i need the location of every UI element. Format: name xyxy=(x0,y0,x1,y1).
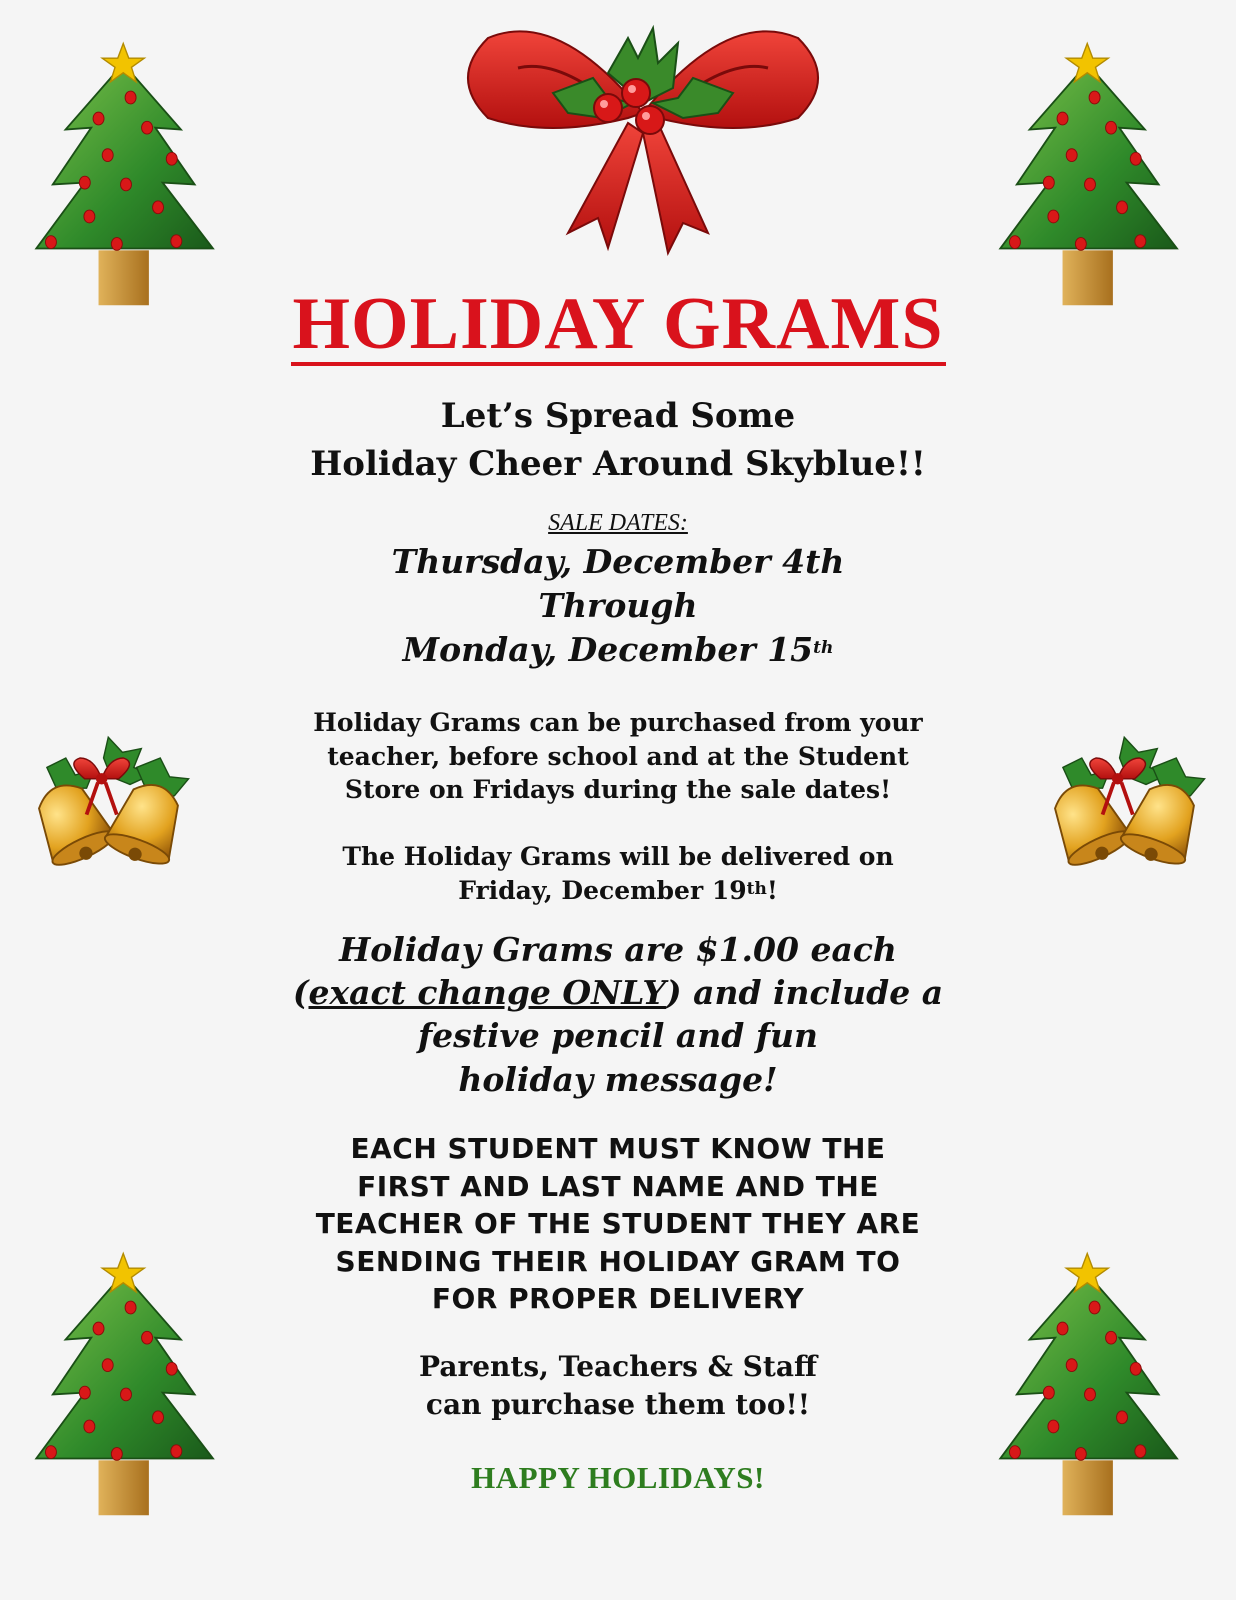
sale-date-connector: Through xyxy=(538,586,698,625)
christmas-tree-icon xyxy=(990,38,1190,308)
subtitle-line-1: Let’s Spread Some xyxy=(440,396,796,436)
purchase-info-line-1: Holiday Grams can be purchased from your xyxy=(313,708,923,737)
requirement-line-3: TEACHER OF THE STUDENT THEY ARE xyxy=(315,1207,921,1240)
exact-change-note: exact change ONLY xyxy=(308,973,666,1012)
parents-line-2: can purchase them too!! xyxy=(425,1388,811,1421)
sale-end-date: Monday, December 15th xyxy=(402,630,834,669)
price-line-2: (exact change ONLY) and include a xyxy=(292,973,944,1012)
requirement-line-1: EACH STUDENT MUST KNOW THE xyxy=(350,1132,886,1165)
purchase-info-line-2: teacher, before school and at the Student xyxy=(327,742,909,771)
delivery-info-line-1: The Holiday Grams will be delivered on xyxy=(342,842,894,871)
closing-greeting: HAPPY HOLIDAYS! xyxy=(471,1460,765,1495)
requirement-line-4: SENDING THEIR HOLIDAY GRAM TO xyxy=(335,1245,901,1278)
parents-line-1: Parents, Teachers & Staff xyxy=(419,1350,817,1383)
flyer-title: HOLIDAY GRAMS xyxy=(292,283,944,365)
subtitle-line-2: Holiday Cheer Around Skyblue!! xyxy=(310,444,926,484)
price-line-4: holiday message! xyxy=(458,1060,778,1099)
christmas-tree-icon xyxy=(26,38,226,308)
sale-dates-label: SALE DATES: xyxy=(548,510,688,536)
sale-start-date: Thursday, December 4th xyxy=(391,542,845,581)
red-bow-icon xyxy=(458,18,828,258)
requirement-line-2: FIRST AND LAST NAME AND THE xyxy=(357,1170,879,1203)
delivery-info-line-2: Friday, December 19th! xyxy=(458,876,778,905)
price-line-1: Holiday Grams are $1.00 each xyxy=(339,930,897,969)
purchase-info-line-3: Store on Fridays during the sale dates! xyxy=(344,775,892,804)
requirement-line-5: FOR PROPER DELIVERY xyxy=(431,1282,805,1315)
price-line-3: festive pencil and fun xyxy=(417,1016,819,1055)
